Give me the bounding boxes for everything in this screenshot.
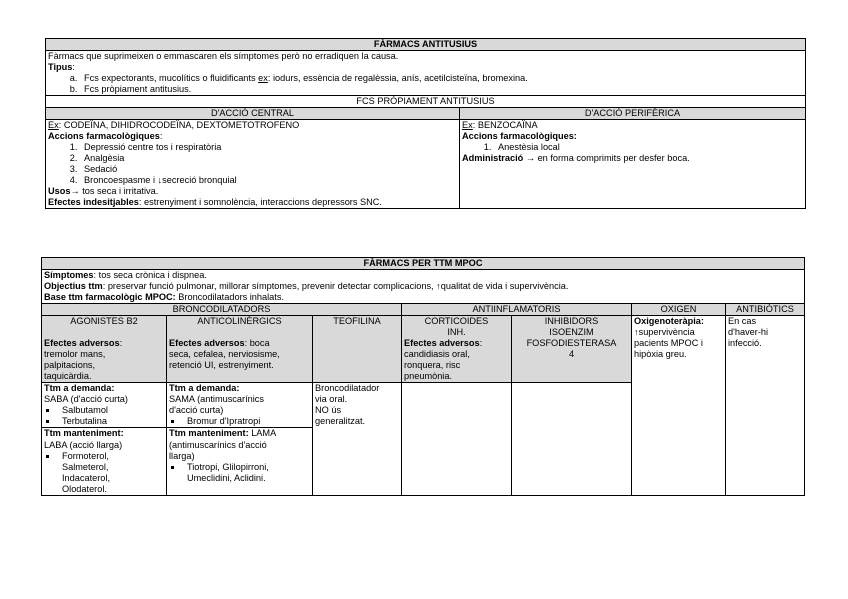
group-broncodilatadors: BRONCODILATADORS xyxy=(42,304,402,316)
oxigen-label: Oxigenoteràpia: xyxy=(634,316,704,327)
antitusius-intro-cell xyxy=(46,51,806,96)
teofilina-line: NO ús xyxy=(315,405,342,416)
central-efectes: Efectes indesitjables: estrenyiment i somnolència, interaccions depressors SNC. xyxy=(48,197,382,208)
periferica-header: D'ACCIÓ PERIFÈRICA xyxy=(460,108,806,120)
agonistes-cell xyxy=(42,316,167,383)
mpoc-title: FÀRMACS PER TTM MPOC xyxy=(42,258,805,270)
anticolinergics-demanda-list xyxy=(169,416,310,427)
teofilina-header-cell xyxy=(313,316,402,383)
oxigen-line: ↑supervivència xyxy=(634,327,695,338)
corticoides-efectes-heading: Efectes adversos: xyxy=(404,338,483,349)
list-item: ▪ Tiotropi, Glilopirroni, Umeclidini, Aclidini. xyxy=(183,462,310,484)
oxigen-cell xyxy=(632,316,726,496)
inhibidors-empty-cell xyxy=(512,383,632,495)
agonistes-efectes-heading: Efectes adversos: xyxy=(44,338,123,349)
corticoides-header: CORTICOIDES xyxy=(424,316,489,327)
periferica-accions-list xyxy=(462,142,803,153)
list-item: 2. Analgèsia xyxy=(80,153,457,164)
tipus-list xyxy=(48,73,803,95)
list-item: 1. Depressió centre tos i respiratòria xyxy=(80,142,457,153)
agonistes-manteniment-list xyxy=(44,451,164,495)
antibiotics-line: En cas xyxy=(728,316,757,327)
anticolinergics-manteniment-line: llarga) xyxy=(169,450,195,461)
corticoides-efectes-line: candidiasis oral, xyxy=(404,349,470,360)
anticolinergics-manteniment-list xyxy=(169,462,310,484)
anticolinergics-efectes-line: retenció UI, estrenyiment. xyxy=(169,360,274,371)
agonistes-efectes-line: palpitacions, xyxy=(44,360,96,371)
antitusius-subtitle: FCS PRÒPIAMENT ANTITUSIUS xyxy=(46,96,806,108)
list-item: 1. Anestèsia local xyxy=(494,142,803,153)
agonistes-demanda-list xyxy=(44,405,164,427)
inhibidors-header-line: FOSFODIESTERASA xyxy=(526,338,617,349)
inhibidors-header: INHIBIDORS xyxy=(544,316,599,327)
corticoides-efectes-line: pneumònia. xyxy=(404,371,453,382)
corticoides-header-line: INH. xyxy=(447,327,466,338)
mpoc-simptomes: Símptomes: tos seca crònica i dispnea. xyxy=(44,270,207,281)
teofilina-line: generalitzat. xyxy=(315,416,366,427)
inhibidors-header-line: ISOENZIM xyxy=(549,327,594,338)
corticoides-cell xyxy=(402,316,512,383)
periferica-accions-heading: Accions farmacològiques: xyxy=(462,131,577,142)
anticolinergics-manteniment-cell xyxy=(167,428,313,495)
group-antibiotics: ANTIBIÒTICS xyxy=(726,304,805,316)
list-item: ▪ Formoterol, Salmeterol, Indacaterol, Olodaterol. xyxy=(58,451,164,495)
oxigen-line: hipòxia greu. xyxy=(634,349,687,360)
mpoc-objectius: Objectius ttm: preservar funció pulmonar, millorar símptomes, prevenir detectar complicacions, ↑qualitat de vida i supervivència. xyxy=(44,281,569,292)
teofilina-header: TEOFILINA xyxy=(333,316,381,327)
periferica-admin: Administració → en forma comprimits per desfer boca. xyxy=(462,153,690,164)
central-accions-heading: Accions farmacològiques: xyxy=(48,131,163,142)
agonistes-demanda-text: SABA (d'acció curta) xyxy=(44,394,128,405)
corticoides-empty-cell xyxy=(402,383,512,495)
list-item: ▪ Terbutalina xyxy=(58,416,164,427)
anticolinergics-efectes-line: seca, cefalea, nerviosisme, xyxy=(169,349,280,360)
anticolinergics-demanda-line: SAMA (antimuscarínics xyxy=(169,394,264,405)
oxigen-line: pacients MPOC i xyxy=(634,338,703,349)
periferica-examples: Ex: BENZOCAÏNA xyxy=(462,120,538,131)
agonistes-efectes-line: taquicàrdia. xyxy=(44,371,92,382)
agonistes-manteniment-heading: Ttm manteniment: xyxy=(44,428,124,439)
agonistes-manteniment-text: LABA (acció llarga) xyxy=(44,439,123,450)
anticolinergics-demanda-heading: Ttm a demanda: xyxy=(169,383,240,394)
antitusius-title: FÀRMACS ANTITUSIUS xyxy=(46,39,806,51)
tipus-heading: Tipus: xyxy=(48,62,75,73)
inhibidors-cell xyxy=(512,316,632,383)
antitusius-intro: Fàrmacs que suprimeixen o emmascaren els símptomes però no erradiquen la causa. xyxy=(48,51,399,62)
anticolinergics-cell xyxy=(167,316,313,383)
agonistes-header: AGONISTES B2 xyxy=(70,316,138,327)
tipus-item-a: a. Fcs expectorants, mucolítics o fluidificants ex: iodurs, essència de regalèssia, anís, acetilcisteïna, bromexina. xyxy=(80,73,803,84)
mpoc-intro-cell xyxy=(42,270,805,304)
corticoides-efectes-line: ronquera, risc xyxy=(404,360,461,371)
agonistes-efectes-line: tremolor mans, xyxy=(44,349,106,360)
anticolinergics-manteniment-line: (antimuscarínics d'acció xyxy=(169,439,267,450)
agonistes-manteniment-cell xyxy=(42,428,167,495)
mpoc-table xyxy=(41,257,805,496)
central-header: D'ACCIÓ CENTRAL xyxy=(46,108,460,120)
group-oxigen: OXIGEN xyxy=(632,304,726,316)
antitusius-table xyxy=(45,38,806,209)
anticolinergics-efectes-heading: Efectes adversos: boca xyxy=(169,338,270,349)
agonistes-demanda-cell xyxy=(42,383,167,428)
group-antiinflamatoris: ANTIINFLAMATORIS xyxy=(402,304,632,316)
central-accions-list xyxy=(48,142,457,186)
agonistes-demanda-heading: Ttm a demanda: xyxy=(44,383,115,394)
teofilina-line: Broncodilatador xyxy=(315,383,380,394)
anticolinergics-header: ANTICOLINÈRGICS xyxy=(197,316,282,327)
anticolinergics-demanda-cell xyxy=(167,383,313,428)
anticolinergics-demanda-line: d'acció curta) xyxy=(169,405,224,416)
teofilina-line: via oral. xyxy=(315,394,348,405)
antibiotics-line: d'haver-hi xyxy=(728,327,769,338)
central-examples: Ex: CODEÏNA, DIHIDROCODEÏNA, DEXTOMETOTROFENO xyxy=(48,120,300,131)
teofilina-cell xyxy=(313,383,402,495)
antibiotics-line: infecció. xyxy=(728,338,762,349)
inhibidors-header-line: 4 xyxy=(568,349,575,360)
antibiotics-cell xyxy=(726,316,805,496)
tipus-item-b: b. Fcs pròpiament antitusius. xyxy=(80,84,803,95)
periferica-cell xyxy=(460,120,806,209)
list-item: ▪ Salbutamol xyxy=(58,405,164,416)
list-item: 4. Broncoespasme i ↓secreció bronquial xyxy=(80,175,457,186)
central-cell xyxy=(46,120,460,209)
central-usos: Usos→ tos seca i irritativa. xyxy=(48,186,159,197)
mpoc-base: Base ttm farmacològic MPOC: Broncodilatadors inhalats. xyxy=(44,292,284,303)
list-item: ▪ Bromur d'Ipratropi xyxy=(183,416,310,427)
list-item: 3. Sedació xyxy=(80,164,457,175)
anticolinergics-manteniment-heading: Ttm manteniment: LAMA xyxy=(169,428,277,439)
